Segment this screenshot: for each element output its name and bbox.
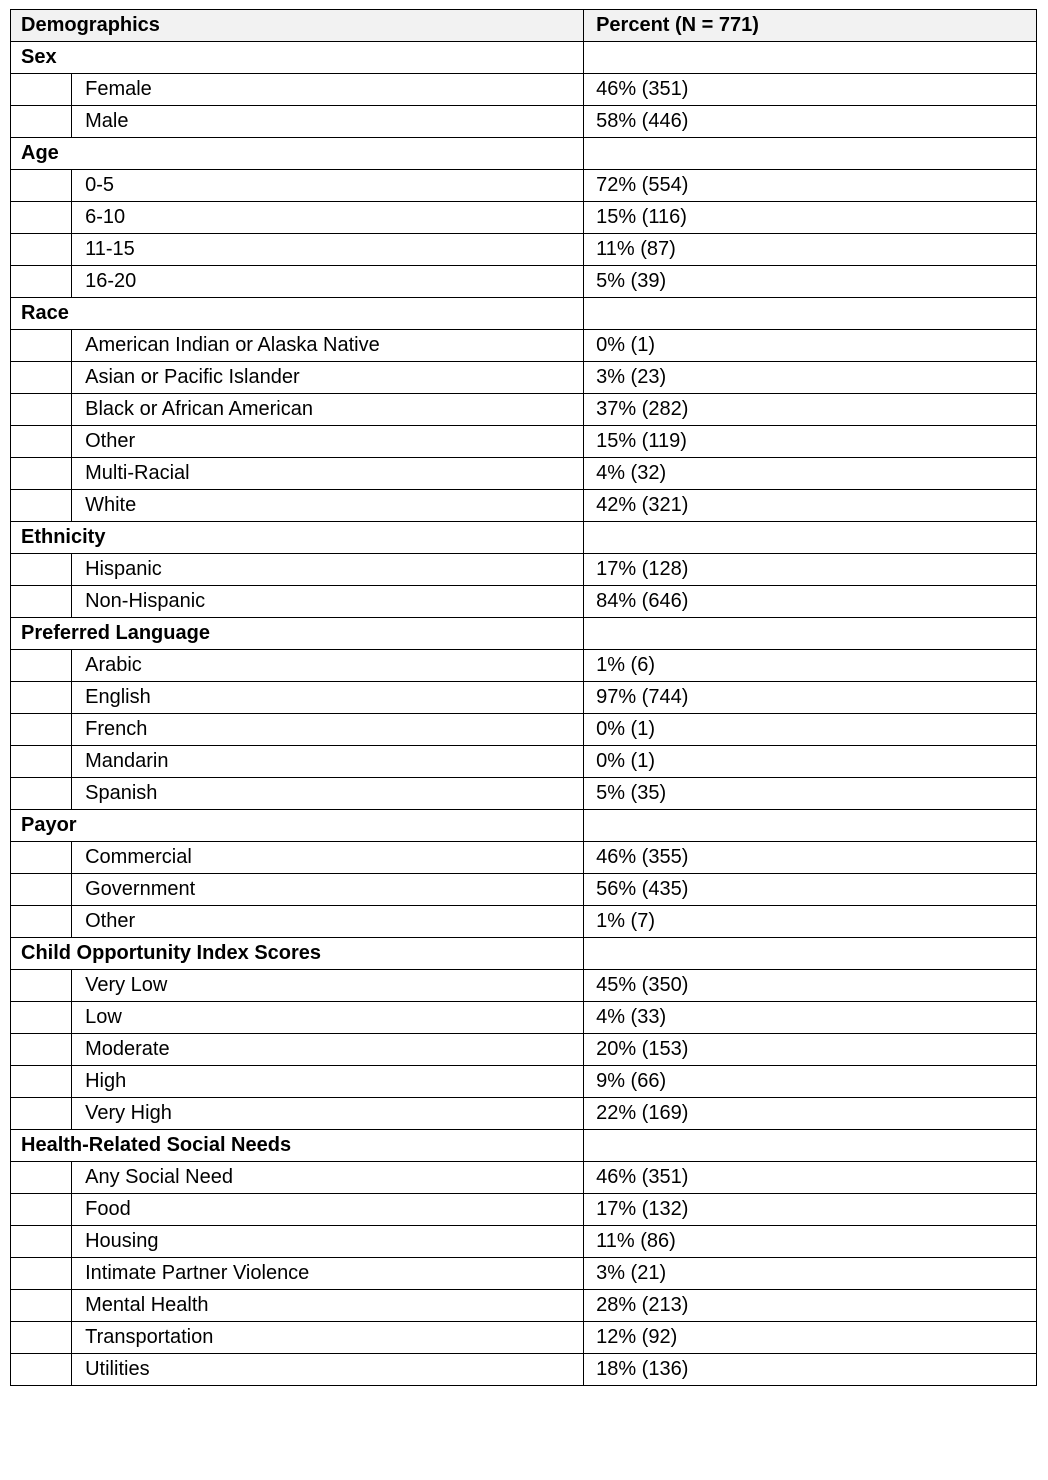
indent-cell (11, 970, 72, 1002)
indent-cell (11, 682, 72, 714)
row-value: 46% (355) (584, 842, 1037, 874)
indent-cell (11, 330, 72, 362)
demographics-table-container (10, 9, 1037, 1386)
table-row (11, 362, 1037, 394)
row-value: 0% (1) (584, 330, 1037, 362)
table-row (11, 970, 1037, 1002)
table-row (11, 330, 1037, 362)
category-row (11, 938, 1037, 970)
table-row (11, 1162, 1037, 1194)
indent-cell (11, 458, 72, 490)
table-row (11, 458, 1037, 490)
table-row (11, 1290, 1037, 1322)
row-label: Black or African American (72, 394, 584, 426)
row-value: 11% (87) (584, 234, 1037, 266)
indent-cell (11, 746, 72, 778)
table-row (11, 1098, 1037, 1130)
row-value: 45% (350) (584, 970, 1037, 1002)
indent-cell (11, 74, 72, 106)
row-label: Intimate Partner Violence (72, 1258, 584, 1290)
row-value: 56% (435) (584, 874, 1037, 906)
indent-cell (11, 1354, 72, 1386)
row-label: Other (72, 906, 584, 938)
row-label: Mental Health (72, 1290, 584, 1322)
row-value: 5% (39) (584, 266, 1037, 298)
row-label: Food (72, 1194, 584, 1226)
row-value: 5% (35) (584, 778, 1037, 810)
indent-cell (11, 874, 72, 906)
row-label: Any Social Need (72, 1162, 584, 1194)
table-row (11, 106, 1037, 138)
row-label: American Indian or Alaska Native (72, 330, 584, 362)
indent-cell (11, 1258, 72, 1290)
indent-cell (11, 650, 72, 682)
row-label: Very High (72, 1098, 584, 1130)
category-title: Preferred Language (11, 618, 584, 650)
row-value: 1% (7) (584, 906, 1037, 938)
table-row (11, 778, 1037, 810)
row-label: Hispanic (72, 554, 584, 586)
row-value: 17% (128) (584, 554, 1037, 586)
table-row (11, 682, 1037, 714)
indent-cell (11, 1066, 72, 1098)
row-value: 15% (119) (584, 426, 1037, 458)
indent-cell (11, 362, 72, 394)
category-row (11, 522, 1037, 554)
category-value-empty (584, 522, 1037, 554)
row-value: 0% (1) (584, 714, 1037, 746)
indent-cell (11, 1002, 72, 1034)
category-title: Age (11, 138, 584, 170)
row-value: 15% (116) (584, 202, 1037, 234)
table-row (11, 1034, 1037, 1066)
indent-cell (11, 202, 72, 234)
table-row (11, 842, 1037, 874)
row-label: 6-10 (72, 202, 584, 234)
row-value: 17% (132) (584, 1194, 1037, 1226)
header-row (11, 10, 1037, 42)
indent-cell (11, 106, 72, 138)
row-label: English (72, 682, 584, 714)
row-label: Non-Hispanic (72, 586, 584, 618)
category-title: Race (11, 298, 584, 330)
indent-cell (11, 426, 72, 458)
table-row (11, 74, 1037, 106)
row-value: 97% (744) (584, 682, 1037, 714)
table-row (11, 202, 1037, 234)
indent-cell (11, 1290, 72, 1322)
row-value: 58% (446) (584, 106, 1037, 138)
table-row (11, 1066, 1037, 1098)
indent-cell (11, 842, 72, 874)
category-row (11, 138, 1037, 170)
row-value: 3% (21) (584, 1258, 1037, 1290)
row-label: Male (72, 106, 584, 138)
indent-cell (11, 1226, 72, 1258)
row-label: Commercial (72, 842, 584, 874)
row-label: Female (72, 74, 584, 106)
row-label: Very Low (72, 970, 584, 1002)
row-value: 4% (33) (584, 1002, 1037, 1034)
row-value: 42% (321) (584, 490, 1037, 522)
table-row (11, 490, 1037, 522)
table-row (11, 906, 1037, 938)
indent-cell (11, 1322, 72, 1354)
row-label: Spanish (72, 778, 584, 810)
row-value: 12% (92) (584, 1322, 1037, 1354)
indent-cell (11, 394, 72, 426)
category-value-empty (584, 938, 1037, 970)
row-value: 22% (169) (584, 1098, 1037, 1130)
category-row (11, 42, 1037, 74)
indent-cell (11, 266, 72, 298)
table-row (11, 266, 1037, 298)
row-value: 18% (136) (584, 1354, 1037, 1386)
row-value: 11% (86) (584, 1226, 1037, 1258)
category-row (11, 298, 1037, 330)
table-row (11, 874, 1037, 906)
indent-cell (11, 234, 72, 266)
indent-cell (11, 714, 72, 746)
table-row (11, 1322, 1037, 1354)
indent-cell (11, 1098, 72, 1130)
row-value: 0% (1) (584, 746, 1037, 778)
row-value: 4% (32) (584, 458, 1037, 490)
row-label: 16-20 (72, 266, 584, 298)
row-value: 3% (23) (584, 362, 1037, 394)
row-label: Mandarin (72, 746, 584, 778)
row-value: 72% (554) (584, 170, 1037, 202)
row-label: Multi-Racial (72, 458, 584, 490)
row-value: 20% (153) (584, 1034, 1037, 1066)
indent-cell (11, 170, 72, 202)
category-value-empty (584, 298, 1037, 330)
row-value: 84% (646) (584, 586, 1037, 618)
row-label: Housing (72, 1226, 584, 1258)
category-value-empty (584, 618, 1037, 650)
row-value: 46% (351) (584, 74, 1037, 106)
indent-cell (11, 586, 72, 618)
category-row (11, 810, 1037, 842)
indent-cell (11, 906, 72, 938)
category-row (11, 618, 1037, 650)
table-row (11, 586, 1037, 618)
table-row (11, 1194, 1037, 1226)
row-label: Asian or Pacific Islander (72, 362, 584, 394)
table-row (11, 170, 1037, 202)
row-value: 46% (351) (584, 1162, 1037, 1194)
row-label: White (72, 490, 584, 522)
row-label: 11-15 (72, 234, 584, 266)
row-label: Arabic (72, 650, 584, 682)
row-value: 1% (6) (584, 650, 1037, 682)
row-label: French (72, 714, 584, 746)
category-row (11, 1130, 1037, 1162)
row-label: Other (72, 426, 584, 458)
table-body (11, 10, 1037, 1386)
row-label: Moderate (72, 1034, 584, 1066)
header-demographics: Demographics (11, 10, 584, 42)
indent-cell (11, 490, 72, 522)
header-percent: Percent (N = 771) (584, 10, 1037, 42)
row-label: Low (72, 1002, 584, 1034)
category-title: Health-Related Social Needs (11, 1130, 584, 1162)
indent-cell (11, 554, 72, 586)
category-value-empty (584, 42, 1037, 74)
indent-cell (11, 1194, 72, 1226)
table-row (11, 426, 1037, 458)
table-row (11, 1258, 1037, 1290)
table-row (11, 234, 1037, 266)
category-title: Sex (11, 42, 584, 74)
row-label: High (72, 1066, 584, 1098)
category-title: Child Opportunity Index Scores (11, 938, 584, 970)
demographics-table (10, 9, 1037, 1386)
table-row (11, 1354, 1037, 1386)
row-label: Transportation (72, 1322, 584, 1354)
row-label: Government (72, 874, 584, 906)
row-value: 9% (66) (584, 1066, 1037, 1098)
table-row (11, 394, 1037, 426)
table-row (11, 1002, 1037, 1034)
row-label: 0-5 (72, 170, 584, 202)
category-value-empty (584, 138, 1037, 170)
table-row (11, 1226, 1037, 1258)
row-label: Utilities (72, 1354, 584, 1386)
table-row (11, 714, 1037, 746)
row-value: 37% (282) (584, 394, 1037, 426)
row-value: 28% (213) (584, 1290, 1037, 1322)
indent-cell (11, 778, 72, 810)
category-value-empty (584, 1130, 1037, 1162)
indent-cell (11, 1162, 72, 1194)
category-title: Ethnicity (11, 522, 584, 554)
table-row (11, 650, 1037, 682)
table-row (11, 554, 1037, 586)
category-title: Payor (11, 810, 584, 842)
indent-cell (11, 1034, 72, 1066)
table-row (11, 746, 1037, 778)
category-value-empty (584, 810, 1037, 842)
